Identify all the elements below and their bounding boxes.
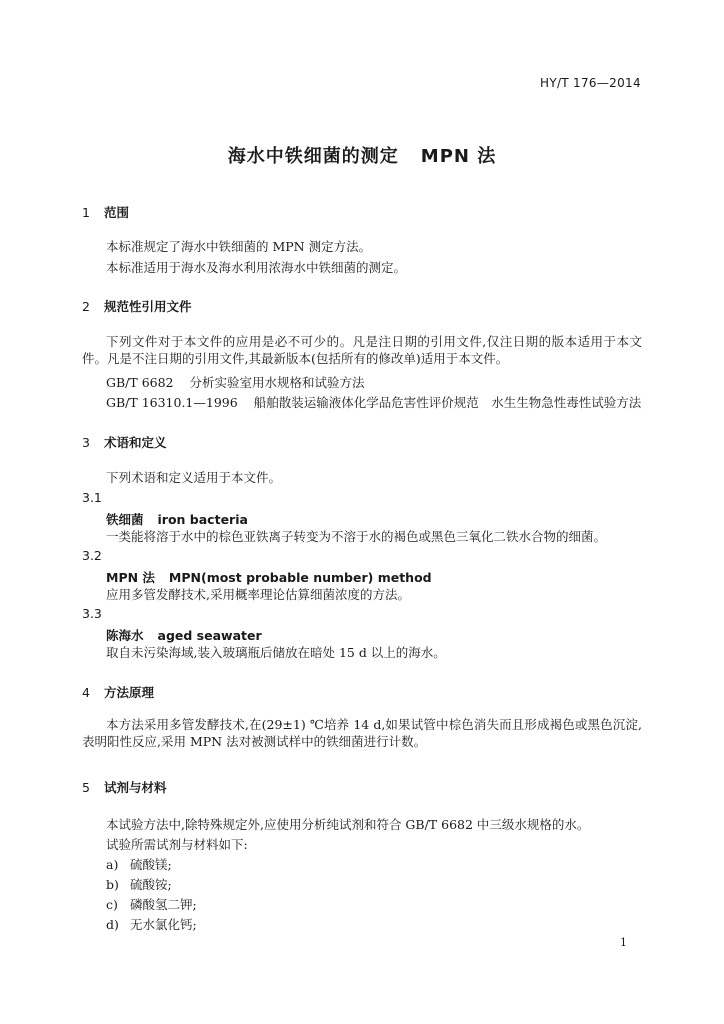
section-heading-2 <box>82 297 192 315</box>
term-number: 3.1 <box>82 490 102 505</box>
term-heading <box>106 510 248 528</box>
reference-title: 船舶散装运输液体化学品危害性评价规范 水生生物急性毒性试验方法 <box>253 395 642 410</box>
list-text: 磷酸氢二钾; <box>130 897 197 912</box>
term-cn: 陈海水 <box>106 628 144 643</box>
paragraph-reagents-1: 本试验方法中,除特殊规定外,应使用分析纯试剂和符合 GB/T 6682 中三级水规格的水。 <box>106 817 590 832</box>
term-cn: MPN 法 <box>106 570 155 585</box>
term-en: MPN(most probable number) method <box>168 570 432 585</box>
section-title: 方法原理 <box>104 685 155 700</box>
list-text: 硫酸铵; <box>130 877 172 892</box>
section-title: 术语和定义 <box>104 435 167 450</box>
list-item <box>106 856 172 873</box>
section-title: 试剂与材料 <box>104 780 167 795</box>
section-title: 范围 <box>104 205 130 220</box>
page-number: 1 <box>620 936 627 949</box>
term-cn: 铁细菌 <box>106 512 144 527</box>
section-number: 4 <box>82 685 90 700</box>
section-title: 规范性引用文件 <box>104 299 192 314</box>
list-item <box>106 876 172 893</box>
reference-title: 分析实验室用水规格和试验方法 <box>189 375 365 390</box>
section-number: 1 <box>82 205 90 220</box>
reference-code: GB/T 16310.1—1996 <box>106 395 238 410</box>
list-text: 硫酸镁; <box>130 857 172 872</box>
document-title <box>0 142 724 168</box>
list-item <box>106 896 197 913</box>
list-label: c) <box>106 897 118 912</box>
title-method: MPN 法 <box>420 146 497 167</box>
standard-code: HY/T 176—2014 <box>540 76 641 90</box>
term-definition: 一类能将溶于水中的棕色亚铁离子转变为不溶于水的褐色或黑色三氧化二铁水合物的细菌。 <box>106 529 607 544</box>
term-definition: 应用多管发酵技术,采用概率理论估算细菌浓度的方法。 <box>106 587 410 602</box>
paragraph-scope-1: 本标准规定了海水中铁细菌的 MPN 测定方法。 <box>106 239 372 254</box>
paragraph-normative-refs: 下列文件对于本文件的应用是必不可少的。凡是注日期的引用文件,仅注日期的版本适用于本文件。凡是不注日期的引用文件,其最新版本(包括所有的修改单)适用于本文件。 <box>82 334 642 366</box>
section-number: 2 <box>82 299 90 314</box>
reference-item <box>106 394 641 411</box>
term-en: aged seawater <box>157 628 262 643</box>
section-number: 3 <box>82 435 90 450</box>
paragraph-reagents-2: 试验所需试剂与材料如下: <box>106 837 248 852</box>
list-label: b) <box>106 877 119 892</box>
section-heading-1 <box>82 203 129 221</box>
section-number: 5 <box>82 780 90 795</box>
section-heading-3 <box>82 433 167 451</box>
section-heading-5 <box>82 778 167 796</box>
list-text: 无水氯化钙; <box>130 917 197 932</box>
reference-code: GB/T 6682 <box>106 375 174 390</box>
term-heading <box>106 568 432 586</box>
list-label: a) <box>106 857 119 872</box>
list-item <box>106 916 197 933</box>
term-heading <box>106 626 262 644</box>
paragraph-scope-2: 本标准适用于海水及海水利用浓海水中铁细菌的测定。 <box>106 260 407 275</box>
paragraph-method-principle: 本方法采用多管发酵技术,在(29±1) ℃培养 14 d,如果试管中棕色消失而且形成褐色或黑色沉淀,表明阳性反应,采用 MPN 法对被测试样中的铁细菌进行计数。 <box>82 717 642 749</box>
term-en: iron bacteria <box>157 512 248 527</box>
term-number: 3.2 <box>82 548 102 563</box>
term-definition: 取自未污染海域,装入玻璃瓶后储放在暗处 15 d 以上的海水。 <box>106 645 446 660</box>
term-number: 3.3 <box>82 606 102 621</box>
reference-item <box>106 374 365 391</box>
title-main: 海水中铁细菌的测定 <box>227 146 399 167</box>
list-label: d) <box>106 917 119 932</box>
section-heading-4 <box>82 683 154 701</box>
paragraph-terms-intro: 下列术语和定义适用于本文件。 <box>106 470 282 485</box>
